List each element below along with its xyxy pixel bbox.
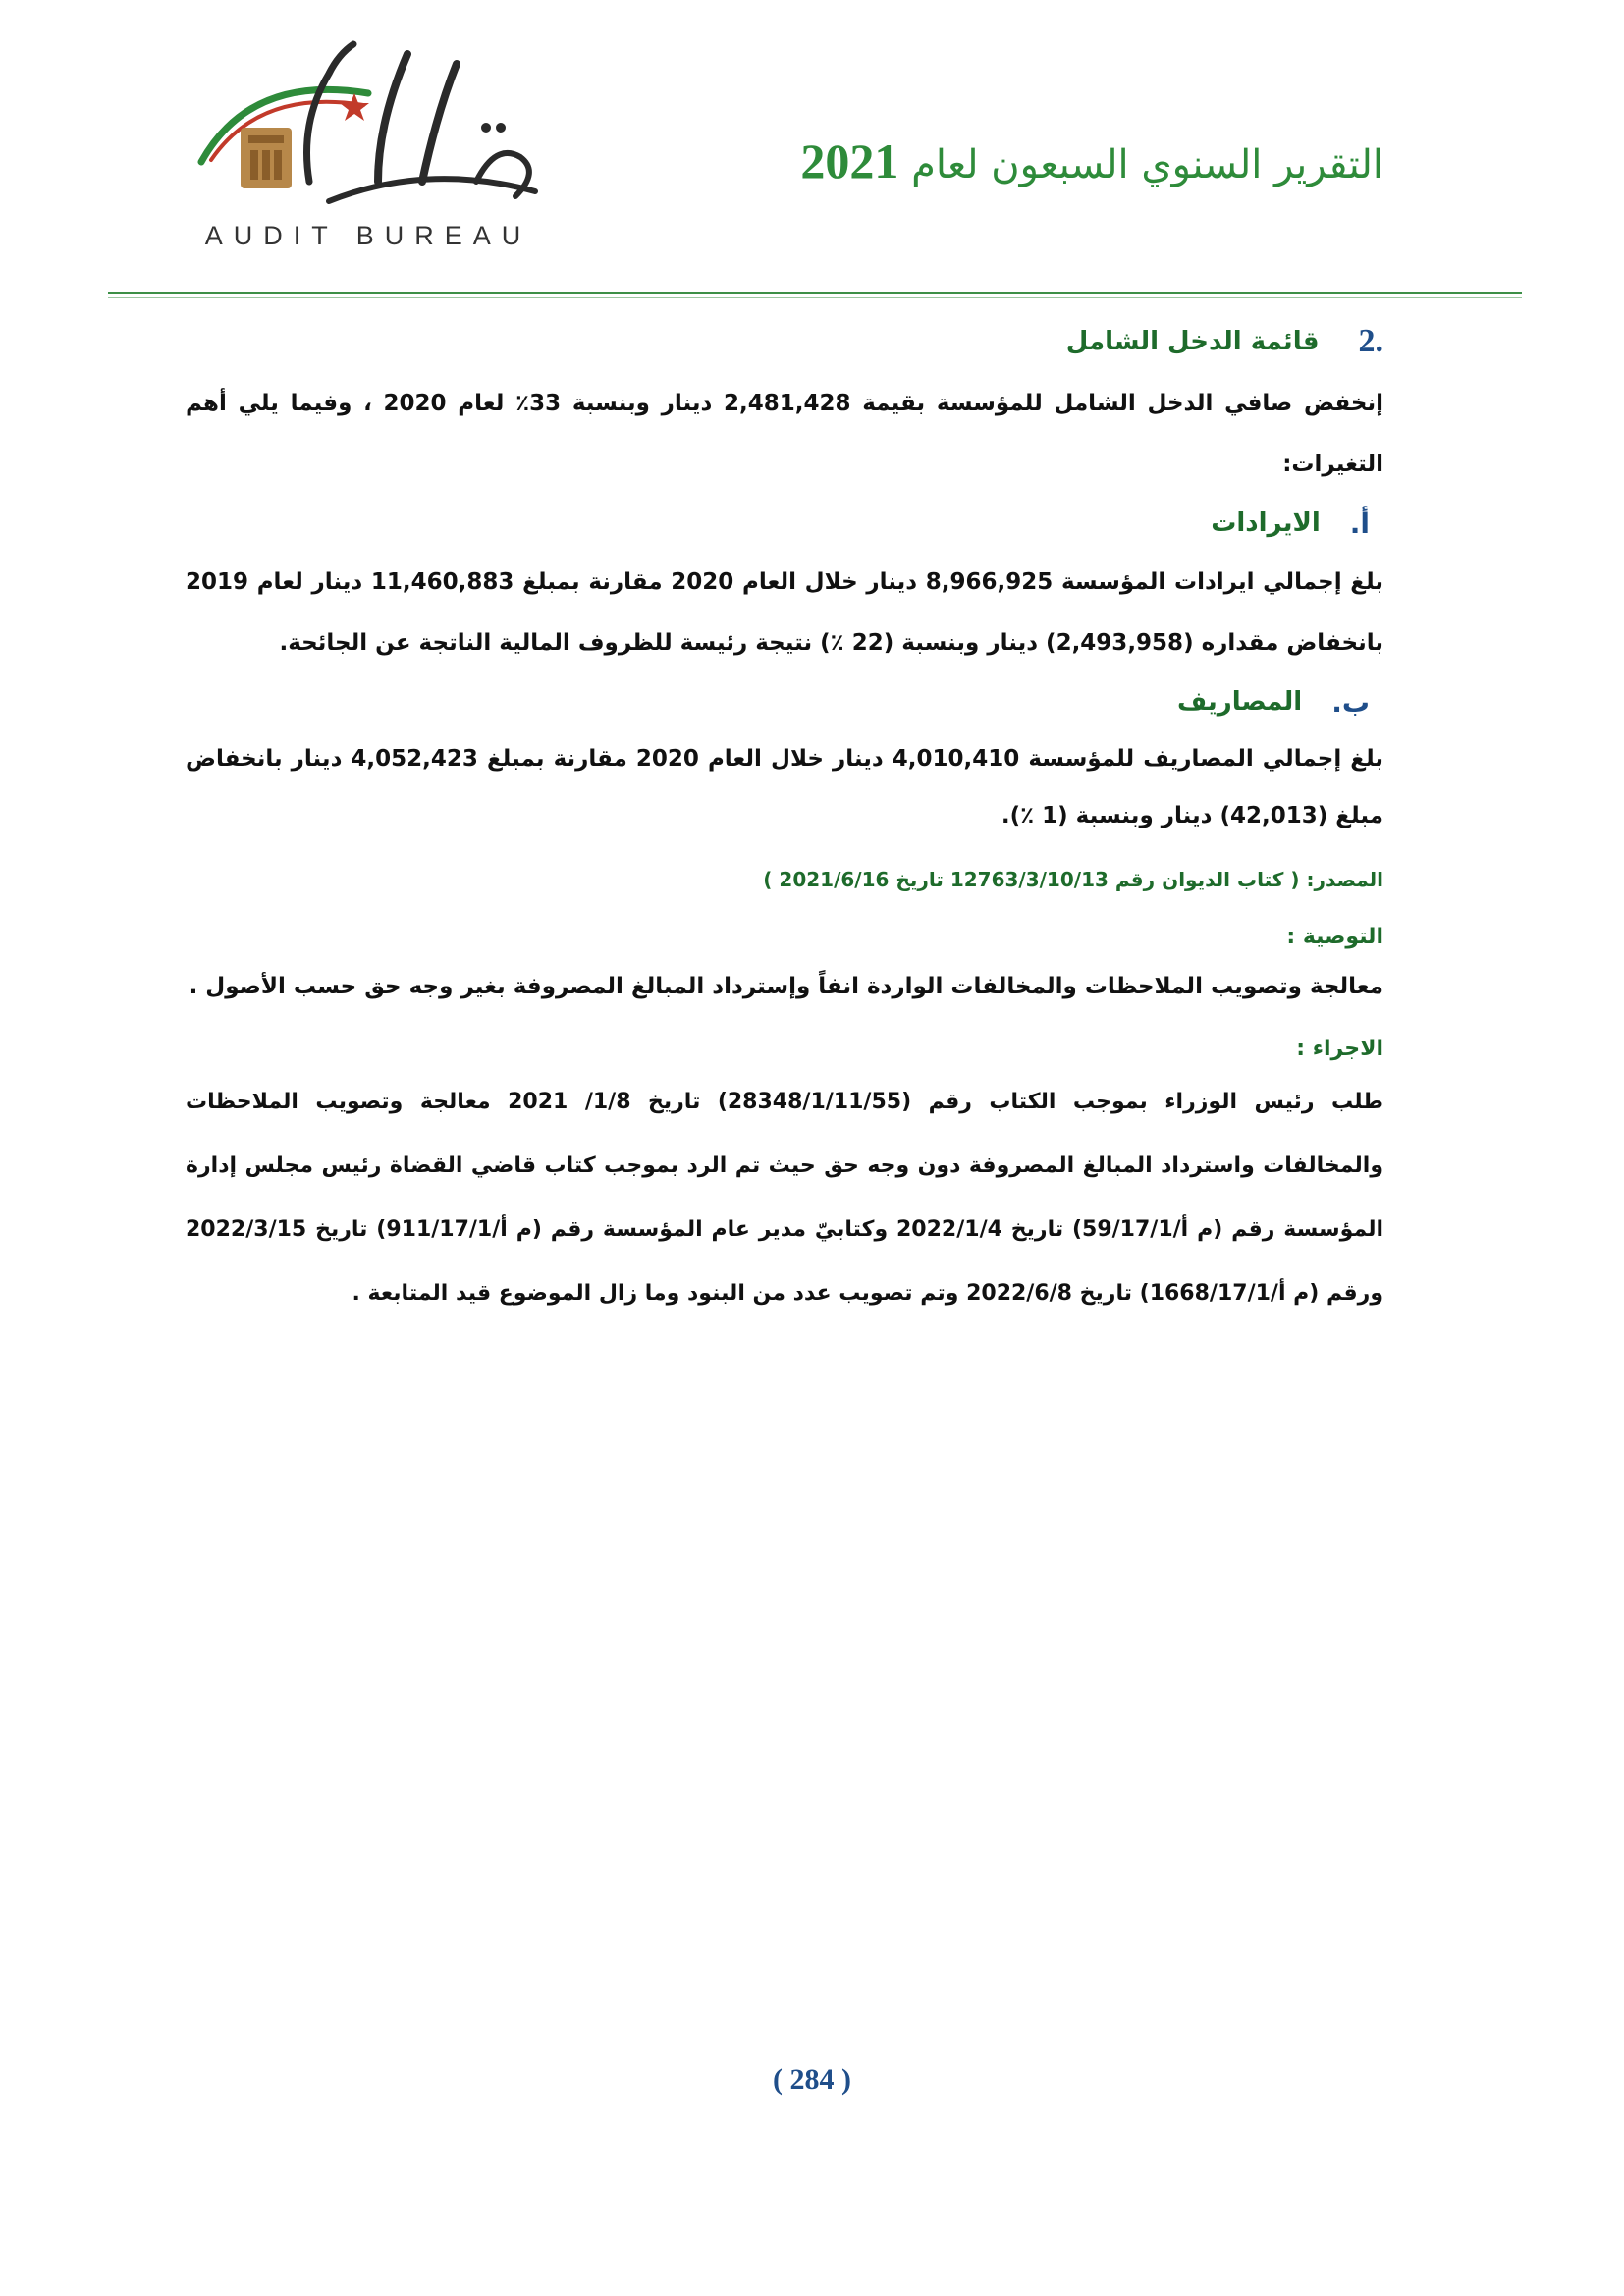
- logo-emblem-icon: [182, 34, 555, 226]
- page-content: [186, 304, 1383, 1325]
- revenues-heading: [186, 495, 1383, 552]
- section-title: قائمة الدخل الشامل: [1065, 327, 1320, 356]
- expenses-letter: ب.: [1331, 685, 1370, 719]
- recommendation-text: معالجة وتصويب الملاحظات والمخالفات الواردة انفاً وإسترداد المبالغ المصروفة بغير وجه حق حسب الأصول .: [189, 974, 1383, 999]
- audit-bureau-logo: [182, 34, 555, 260]
- expenses-title: المصاريف: [1177, 687, 1303, 717]
- section-number: 2.: [1358, 323, 1383, 359]
- report-title-text: التقرير السنوي السبعون لعام: [911, 142, 1383, 187]
- revenues-text: بلغ إجمالي ايرادات المؤسسة 8,966,925 دينار خلال العام 2020 مقارنة بمبلغ 11,460,883 دينار لعام 2019 بانخفاض مقداره (2,493,958) دينار وبنسبة (22 ٪) نتيجة رئيسة للظروف المالية الناتجة عن الجائحة.: [186, 569, 1384, 656]
- report-title: [800, 133, 1383, 189]
- logo-caption: AUDIT BUREAU: [204, 221, 532, 250]
- expenses-heading: [186, 673, 1383, 730]
- header-divider: [108, 292, 1522, 294]
- page-number: ( 284 ): [773, 2063, 851, 2096]
- revenues-title: الايرادات: [1211, 508, 1321, 538]
- section-intro: إنخفض صافي الدخل الشامل للمؤسسة بقيمة 2,481,428 دينار وبنسبة 33٪ لعام 2020 ، وفيما يلي أهم التغيرات:: [186, 391, 1383, 477]
- expenses-text: بلغ إجمالي المصاريف للمؤسسة 4,010,410 دينار خلال العام 2020 مقارنة بمبلغ 4,052,423 دينار بانخفاض مبلغ (42,013) دينار وبنسبة (1 ٪).: [186, 746, 1383, 828]
- action-label: الاجراء :: [1296, 1037, 1383, 1061]
- recommendation-label: التوصية :: [1286, 925, 1383, 949]
- action-text: طلب رئيس الوزراء بموجب الكتاب رقم (28348/1/11/55) تاريخ 1/8/ 2021 معالجة وتصويب الملاحظات والمخالفات واسترداد المبالغ المصروفة دون وجه حق حيث تم الرد بموجب كتاب قاضي القضاة رئيس مجلس إدارة المؤسسة رقم (م أ/59/17/1) تاريخ 2022/1/4 وكتابيّ مدير عام المؤسسة رقم (م أ/911/17/1) تاريخ 2022/3/15 ورقم (م أ/1668/17/1) تاريخ 2022/6/8 وتم تصويب عدد من البنود وما زال الموضوع قيد المتابعة .: [186, 1090, 1383, 1306]
- report-year: 2021: [800, 133, 899, 188]
- page-header: [0, 0, 1624, 294]
- section-heading: [186, 310, 1383, 373]
- revenues-letter: أ.: [1349, 507, 1370, 540]
- source-reference: المصدر: ( كتاب الديوان رقم 12763/3/10/13 تاريخ 2021/6/16 ): [763, 868, 1383, 891]
- header-divider-secondary: [108, 297, 1522, 298]
